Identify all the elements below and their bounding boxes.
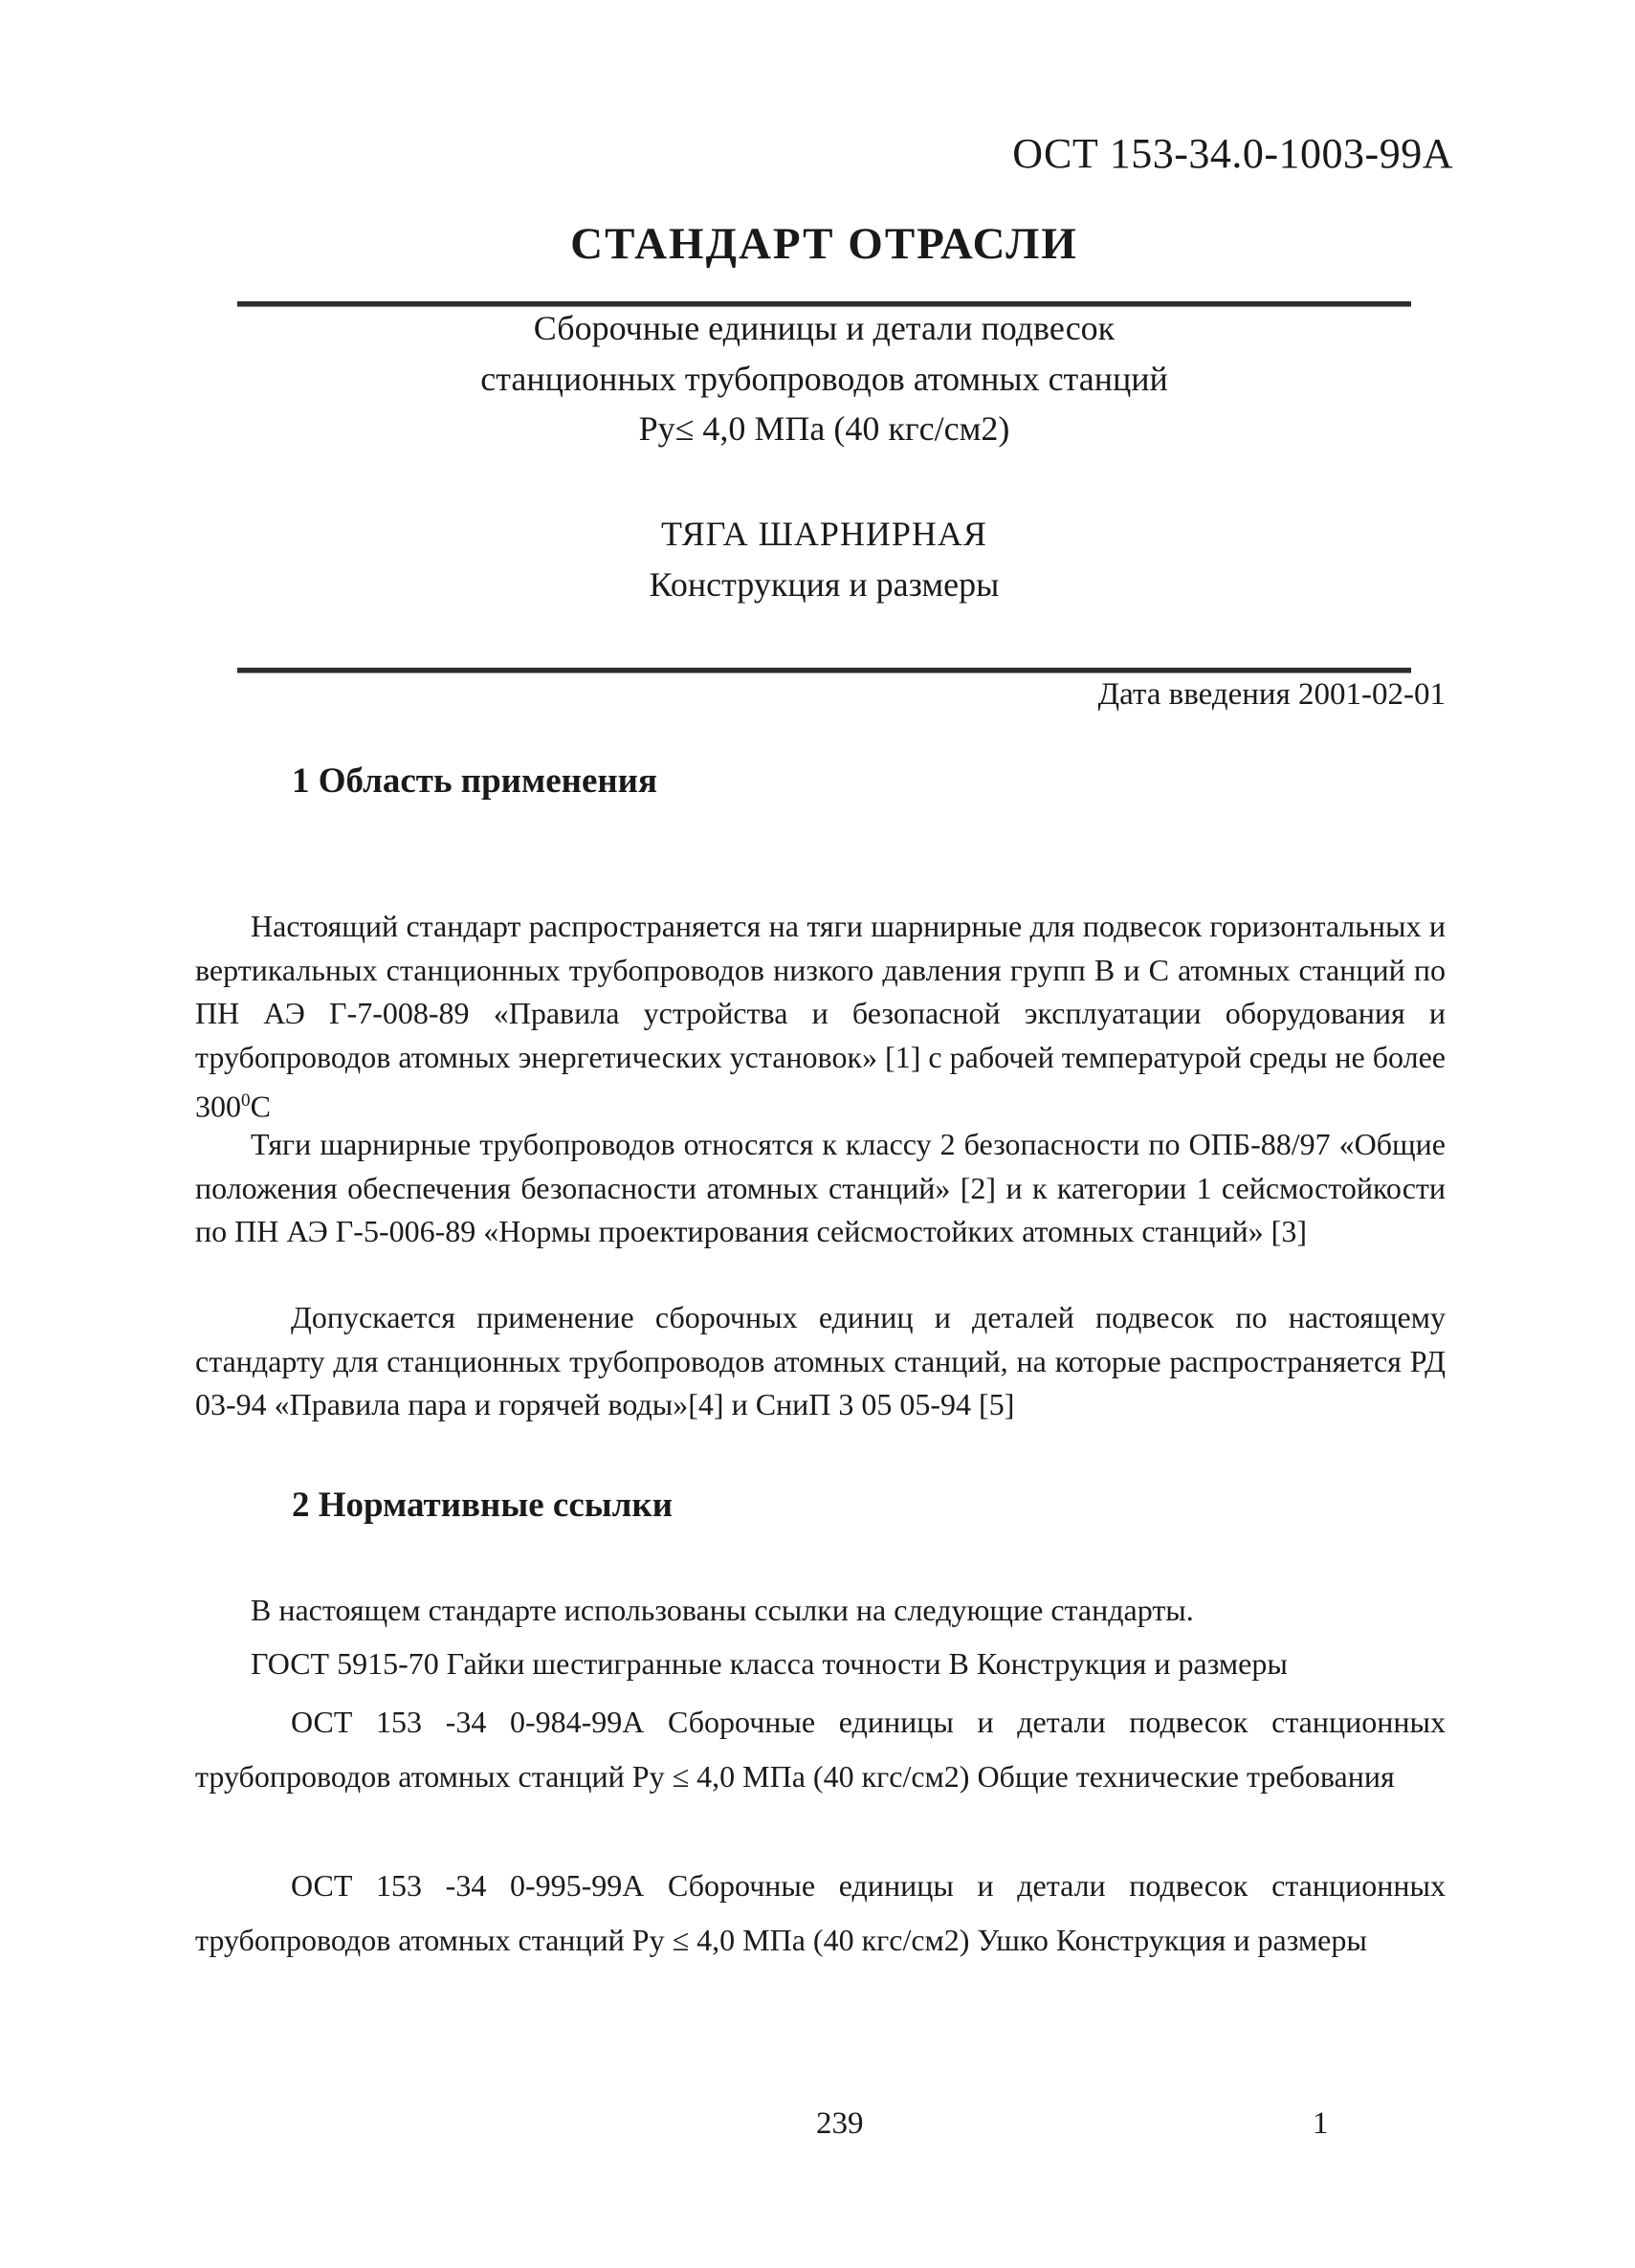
subtitle-line-4: ТЯГА ШАРНИРНАЯ bbox=[661, 515, 987, 553]
references-intro: В настоящем стандарте использованы ссылки на следующие стандарты. bbox=[251, 1593, 1194, 1627]
page-number: 239 bbox=[816, 2106, 864, 2141]
document-code: ОСТ 153-34.0-1003-99А bbox=[1012, 130, 1453, 177]
top-divider bbox=[237, 301, 1411, 307]
section-1-heading: 1 Область применения bbox=[292, 761, 658, 801]
paragraph-tail: С bbox=[250, 1089, 271, 1124]
reference-item: ОСТ 153 -34 0-995-99А Сборочные единицы и детали подвесок станционных трубопроводов атомных станций Ру ≤ 4,0 МПа (40 кгс/см2) Ушко Конструкция и размеры bbox=[195, 1868, 1446, 1957]
date-of-introduction: Дата введения 2001-02-01 bbox=[1097, 677, 1446, 712]
section-2-heading: 2 Нормативные ссылки bbox=[292, 1486, 674, 1525]
superscript: 0 bbox=[241, 1090, 251, 1111]
subtitle-line-2: станционных трубопроводов атомных станций bbox=[480, 360, 1168, 398]
subtitle-line-5: Конструкция и размеры bbox=[649, 565, 1000, 604]
section-1-paragraph-2: Тяги шарнирные трубопроводов относятся к классу 2 безопасности по ОПБ-88/97 «Общие положения обеспечения безопасности атомных станций» [2] и к категории 1 сейсмостойкости по ПН АЭ Г-5-006-89 «Нормы проектирования сейсмостойких атомных станций» [3] bbox=[195, 1127, 1446, 1248]
section-1-paragraph-3: Допускается применение сборочных единиц и деталей подвесок по настоящему стандарту для станционных трубопроводов атомных станций, на которые распространяется РД 03-94 «Правила пара и горячей воды»[4] и СниП 3 05 05-94 [5] bbox=[195, 1300, 1446, 1421]
subtitle-line-1: Сборочные единицы и детали подвесок bbox=[533, 309, 1116, 347]
sheet-number: 1 bbox=[1313, 2106, 1329, 2141]
subtitle-line-3: Ру≤ 4,0 МПа (40 кгс/см2) bbox=[638, 409, 1010, 448]
section-1-paragraph-1 bbox=[195, 905, 1446, 1129]
reference-item: ГОСТ 5915-70 Гайки шестигранные класса точности В Конструкция и размеры bbox=[251, 1646, 1288, 1681]
bottom-divider bbox=[237, 668, 1411, 673]
document-title: СТАНДАРТ ОТРАСЛИ bbox=[570, 219, 1078, 269]
paragraph-text: Настоящий стандарт распространяется на тяги шарнирные для подвесок горизонтальных и вертикальных станционных трубопроводов низкого давления групп В и С атомных станций по ПН АЭ Г-7-008-89 «Правила устройства и безопасной эксплуатации оборудования и трубопроводов атомных энергетических установок» [1] с рабочей температурой среды не более 300 bbox=[195, 909, 1446, 1124]
reference-item: ОСТ 153 -34 0-984-99А Сборочные единицы и детали подвесок станционных трубопроводов атомных станций Ру ≤ 4,0 МПа (40 кгс/см2) Общие технические требования bbox=[195, 1705, 1446, 1794]
